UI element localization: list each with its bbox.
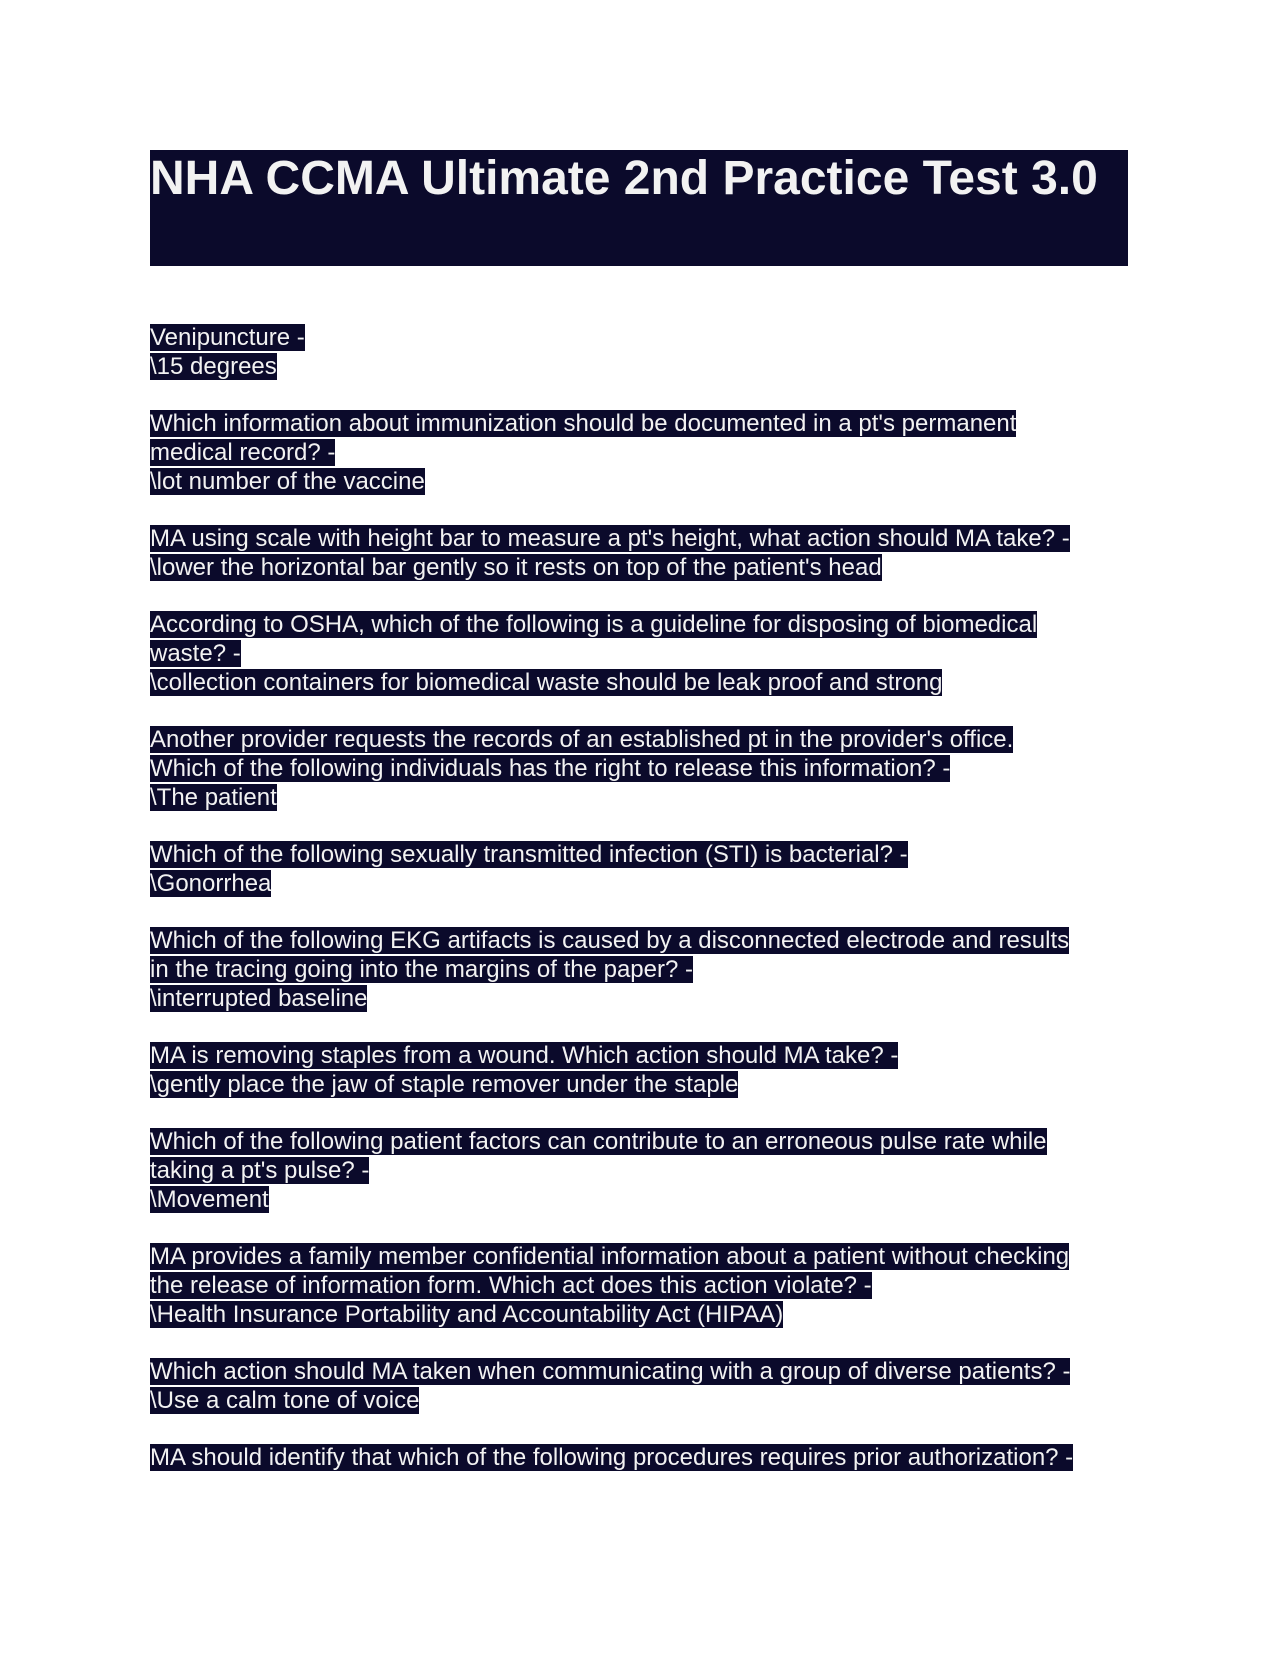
question-text: in the tracing going into the margins of the paper? - [150,956,693,983]
answer-line [150,984,1128,1013]
answer-text: \The patient [150,784,277,811]
answer-text: \lot number of the vaccine [150,468,425,495]
answer-text: \lower the horizontal bar gently so it rests on top of the patient's head [150,554,882,581]
answer-text: \Use a calm tone of voice [150,1387,420,1414]
question-line [150,1156,1128,1185]
answer-text: \interrupted baseline [150,985,368,1012]
question-text: the release of information form. Which act does this action violate? - [150,1272,872,1299]
question-line [150,1041,1128,1070]
answer-line [150,668,1128,697]
qa-item [150,1041,1128,1099]
qa-item [150,926,1128,1013]
question-line [150,1127,1128,1156]
qa-list [150,323,1128,1472]
question-text: medical record? - [150,439,336,466]
question-text: Which of the following sexually transmitted infection (STI) is bacterial? - [150,841,908,868]
question-line [150,639,1128,668]
answer-line [150,1386,1128,1415]
question-line [150,1271,1128,1300]
question-line [150,438,1128,467]
qa-item [150,725,1128,812]
answer-text: \gently place the jaw of staple remover under the staple [150,1071,739,1098]
qa-item [150,1443,1128,1472]
answer-text: \Health Insurance Portability and Accountability Act (HIPAA) [150,1301,784,1328]
question-text: Another provider requests the records of an established pt in the provider's office. [150,726,1014,753]
question-line [150,1242,1128,1271]
question-text: Which information about immunization should be documented in a pt's permanent [150,410,1017,437]
question-text: Which of the following individuals has the right to release this information? - [150,755,951,782]
question-text: Venipuncture - [150,324,305,351]
answer-text: \15 degrees [150,353,277,380]
document-page [150,150,1128,1500]
question-line [150,610,1128,639]
question-line [150,840,1128,869]
question-text: MA using scale with height bar to measure a pt's height, what action should MA take? - [150,525,1070,552]
question-text: Which of the following patient factors can contribute to an erroneous pulse rate while [150,1128,1047,1155]
answer-text: \Gonorrhea [150,870,272,897]
question-text: MA is removing staples from a wound. Which action should MA take? - [150,1042,899,1069]
question-line [150,524,1128,553]
answer-text: \Movement [150,1186,269,1213]
question-line [150,409,1128,438]
question-line [150,1357,1128,1386]
question-text: taking a pt's pulse? - [150,1157,370,1184]
qa-item [150,1357,1128,1415]
answer-line [150,352,1128,381]
qa-item [150,610,1128,697]
question-line [150,1443,1128,1472]
qa-item [150,1127,1128,1214]
document-title-text: NHA CCMA Ultimate 2nd Practice Test 3.0 [150,152,1098,205]
question-text: MA should identify that which of the following procedures requires prior authorization? - [150,1444,1074,1471]
question-text: According to OSHA, which of the following is a guideline for disposing of biomedical [150,611,1038,638]
qa-item [150,524,1128,582]
answer-line [150,553,1128,582]
answer-line [150,1070,1128,1099]
qa-item [150,323,1128,381]
question-text: MA provides a family member confidential information about a patient without checking [150,1243,1070,1270]
document-title [150,150,1128,266]
answer-line [150,1300,1128,1329]
question-line [150,323,1128,352]
question-line [150,926,1128,955]
answer-line [150,1185,1128,1214]
answer-line [150,869,1128,898]
qa-item [150,1242,1128,1329]
question-text: waste? - [150,640,241,667]
question-text: Which of the following EKG artifacts is caused by a disconnected electrode and results [150,927,1070,954]
qa-item [150,409,1128,496]
question-line [150,955,1128,984]
qa-item [150,840,1128,898]
answer-text: \collection containers for biomedical waste should be leak proof and strong [150,669,943,696]
answer-line [150,783,1128,812]
question-text: Which action should MA taken when communicating with a group of diverse patients? - [150,1358,1071,1385]
question-line [150,725,1128,754]
answer-line [150,467,1128,496]
question-line [150,754,1128,783]
